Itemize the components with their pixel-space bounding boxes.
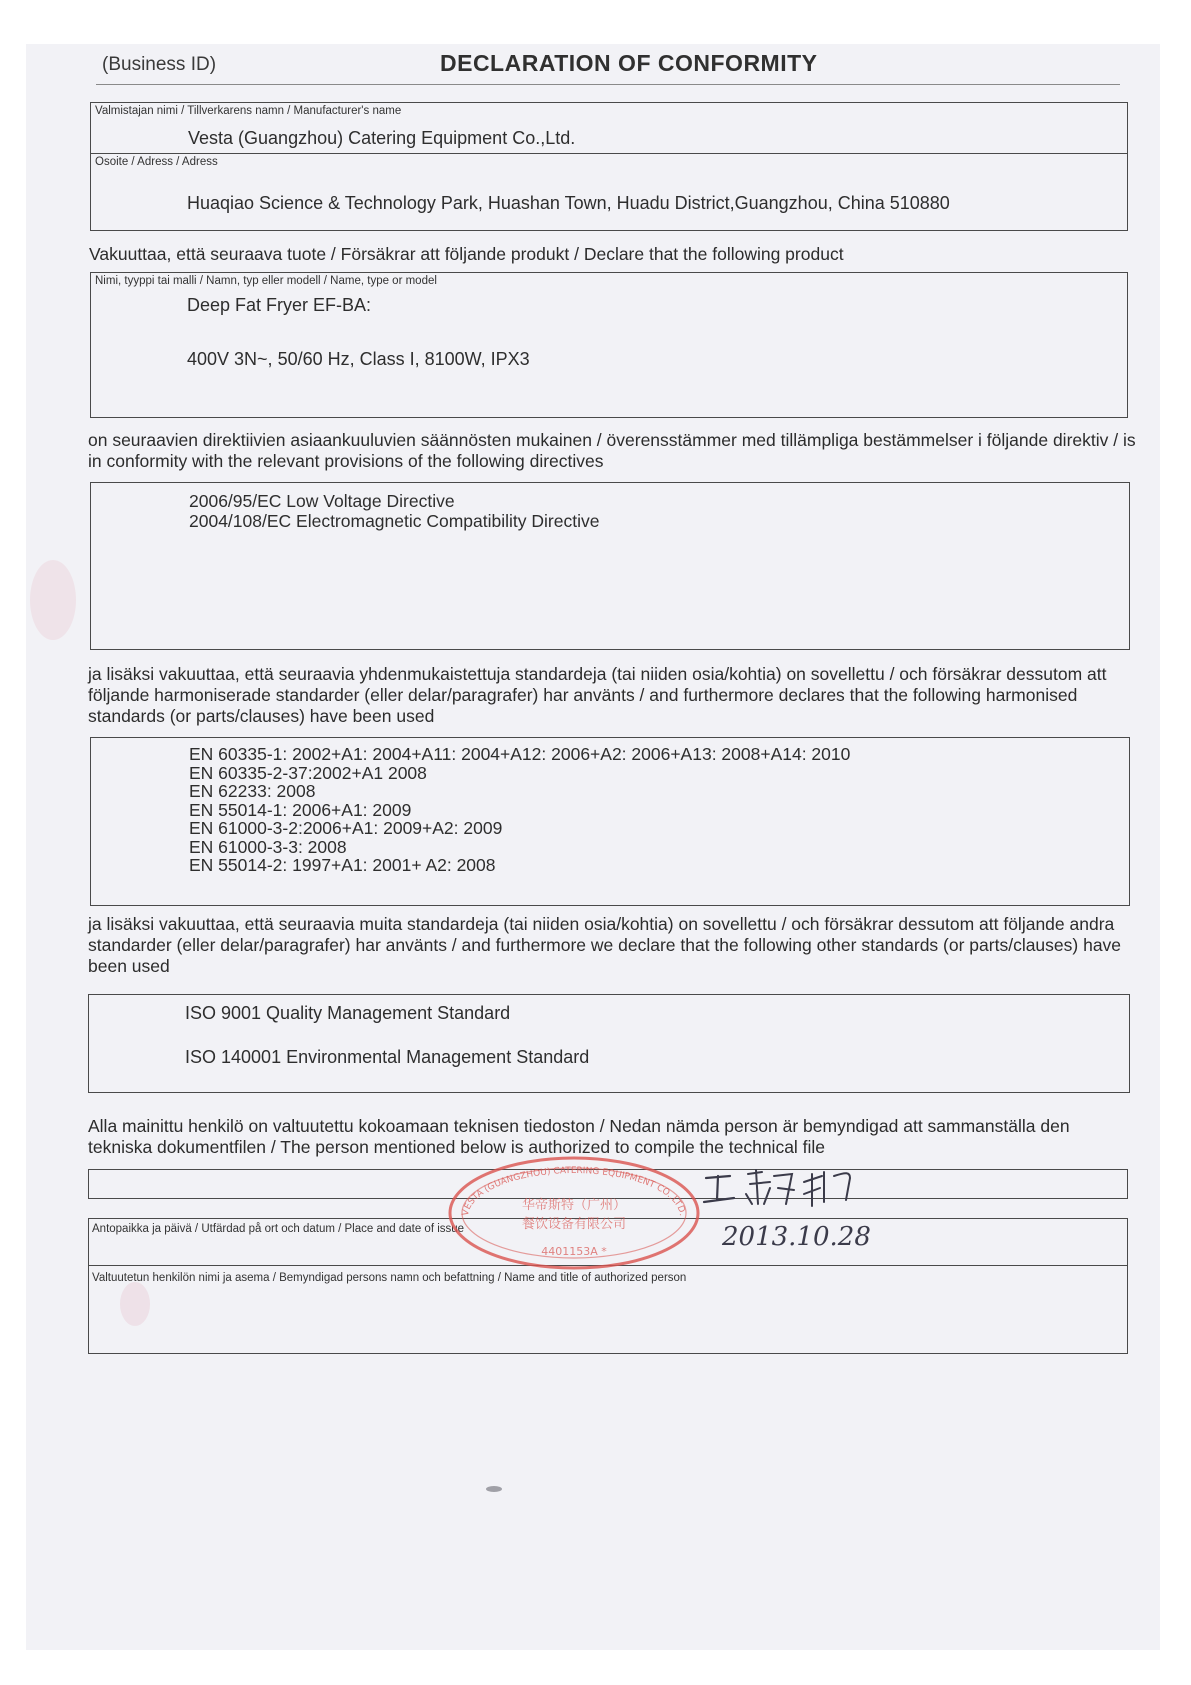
stamp-inner-line-1: 华帝斯特（广州） bbox=[521, 1198, 627, 1213]
scan-smudge bbox=[120, 1282, 150, 1326]
authorized-intro: Alla mainittu henkilö on valtuutettu kokoamaan teknisen tiedoston / Nedan nämda person är bemyndigad att sammanställa den tekniska dokumentfilen / The person mentioned below is authorized to compile the technical file bbox=[88, 1116, 1070, 1157]
directives-list bbox=[189, 491, 599, 531]
product-box bbox=[90, 272, 1128, 418]
standard-item: EN 60335-1: 2002+A1: 2004+A11: 2004+A12: 2006+A2: 2006+A13: 2008+A14: 2010 bbox=[189, 744, 851, 764]
business-id: (Business ID) bbox=[102, 54, 217, 75]
scan-smudge bbox=[30, 560, 76, 640]
product-label: Nimi, tyyppi tai malli / Namn, typ eller modell / Name, type or model bbox=[95, 275, 437, 287]
manufacturer-name: Vesta (Guangzhou) Catering Equipment Co.,Ltd. bbox=[188, 128, 576, 148]
handwritten-issue-date: 2013.10.28 bbox=[722, 1222, 871, 1252]
standard-item: EN 62233: 2008 bbox=[189, 781, 316, 801]
standard-item: EN 60335-2-37:2002+A1 2008 bbox=[189, 762, 427, 783]
manufacturer-address: Huaqiao Science & Technology Park, Huashan Town, Huadu District,Guangzhou, China 510880 bbox=[187, 193, 950, 213]
product-intro: Vakuuttaa, että seuraava tuote / Försäkrar att följande produkt / Declare that the following product bbox=[89, 244, 844, 264]
other-standards-intro: ja lisäksi vakuuttaa, että seuraavia muita standardeja (tai niiden osia/kohtia) on sovellettu / och försäkrar dessutom att följande andra standarder (eller delar/paragrafer) har använts / and furthermore we declare that the following other standards (or parts/clauses) have been used bbox=[88, 914, 1122, 976]
standard-item: EN 61000-3-3: 2008 bbox=[189, 836, 347, 857]
stamp-bottom-text: 4401153A * bbox=[541, 1245, 607, 1258]
harmonised-intro: ja lisäksi vakuuttaa, että seuraavia yhdenmukaistettuja standardeja (tai niiden osia/kohtia) on sovellettu / och försäkrar dessutom att följande harmoniserade standarder (eller delar/paragrafer) har använts / and furthermore declares that the following harmonised standards (or parts/clauses) have been used bbox=[88, 664, 1107, 726]
document-title: DECLARATION OF CONFORMITY bbox=[440, 50, 818, 76]
other-standard-item: ISO 140001 Environmental Management Standard bbox=[185, 1047, 590, 1067]
scan-speck bbox=[486, 1486, 502, 1492]
stamp-outer-text: VESTA (GUANGZHOU) CATERING EQUIPMENT CO.,LTD. bbox=[460, 1165, 687, 1217]
address-label: Osoite / Adress / Adress bbox=[95, 156, 218, 168]
stamp-inner-line-2: 餐饮设备有限公司 bbox=[521, 1217, 627, 1232]
directives-intro: on seuraavien direktiivien asiaankuuluvien säännösten mukainen / överensstämmer med tillämpliga bestämmelser i följande direktiv / is in conformity with the relevant provisions of the following directives bbox=[88, 430, 1136, 471]
harmonised-list bbox=[189, 745, 850, 875]
standard-item: EN 61000-3-2:2006+A1: 2009+A2: 2009 bbox=[189, 818, 503, 838]
standard-item: EN 55014-1: 2006+A1: 2009 bbox=[189, 799, 412, 820]
product-spec: 400V 3N~, 50/60 Hz, Class I, 8100W, IPX3 bbox=[187, 349, 530, 369]
directive-item: 2004/108/EC Electromagnetic Compatibility Directive bbox=[189, 511, 600, 531]
harmonised-box bbox=[90, 737, 1130, 906]
authorized-person-label: Valtuutetun henkilön nimi ja asema / Bemyndigad persons namn och befattning / Name and title of authorized person bbox=[92, 1272, 687, 1284]
header-rule bbox=[96, 84, 1120, 85]
product-name: Deep Fat Fryer EF-BA: bbox=[187, 295, 372, 315]
manufacturer-divider bbox=[91, 153, 1127, 154]
issue-label: Antopaikka ja päivä / Utfärdad på ort och datum / Place and date of issue bbox=[92, 1223, 465, 1235]
directives-box bbox=[90, 482, 1130, 650]
manufacturer-box bbox=[90, 102, 1128, 231]
other-standard-item: ISO 9001 Quality Management Standard bbox=[185, 1003, 511, 1023]
company-stamp bbox=[446, 1155, 702, 1271]
other-standards-box bbox=[88, 994, 1130, 1093]
directive-item: 2006/95/EC Low Voltage Directive bbox=[189, 491, 455, 511]
standard-item: EN 55014-2: 1997+A1: 2001+ A2: 2008 bbox=[189, 855, 496, 875]
handwritten-signature bbox=[700, 1164, 870, 1214]
manufacturer-name-label: Valmistajan nimi / Tillverkarens namn / Manufacturer's name bbox=[95, 105, 402, 117]
